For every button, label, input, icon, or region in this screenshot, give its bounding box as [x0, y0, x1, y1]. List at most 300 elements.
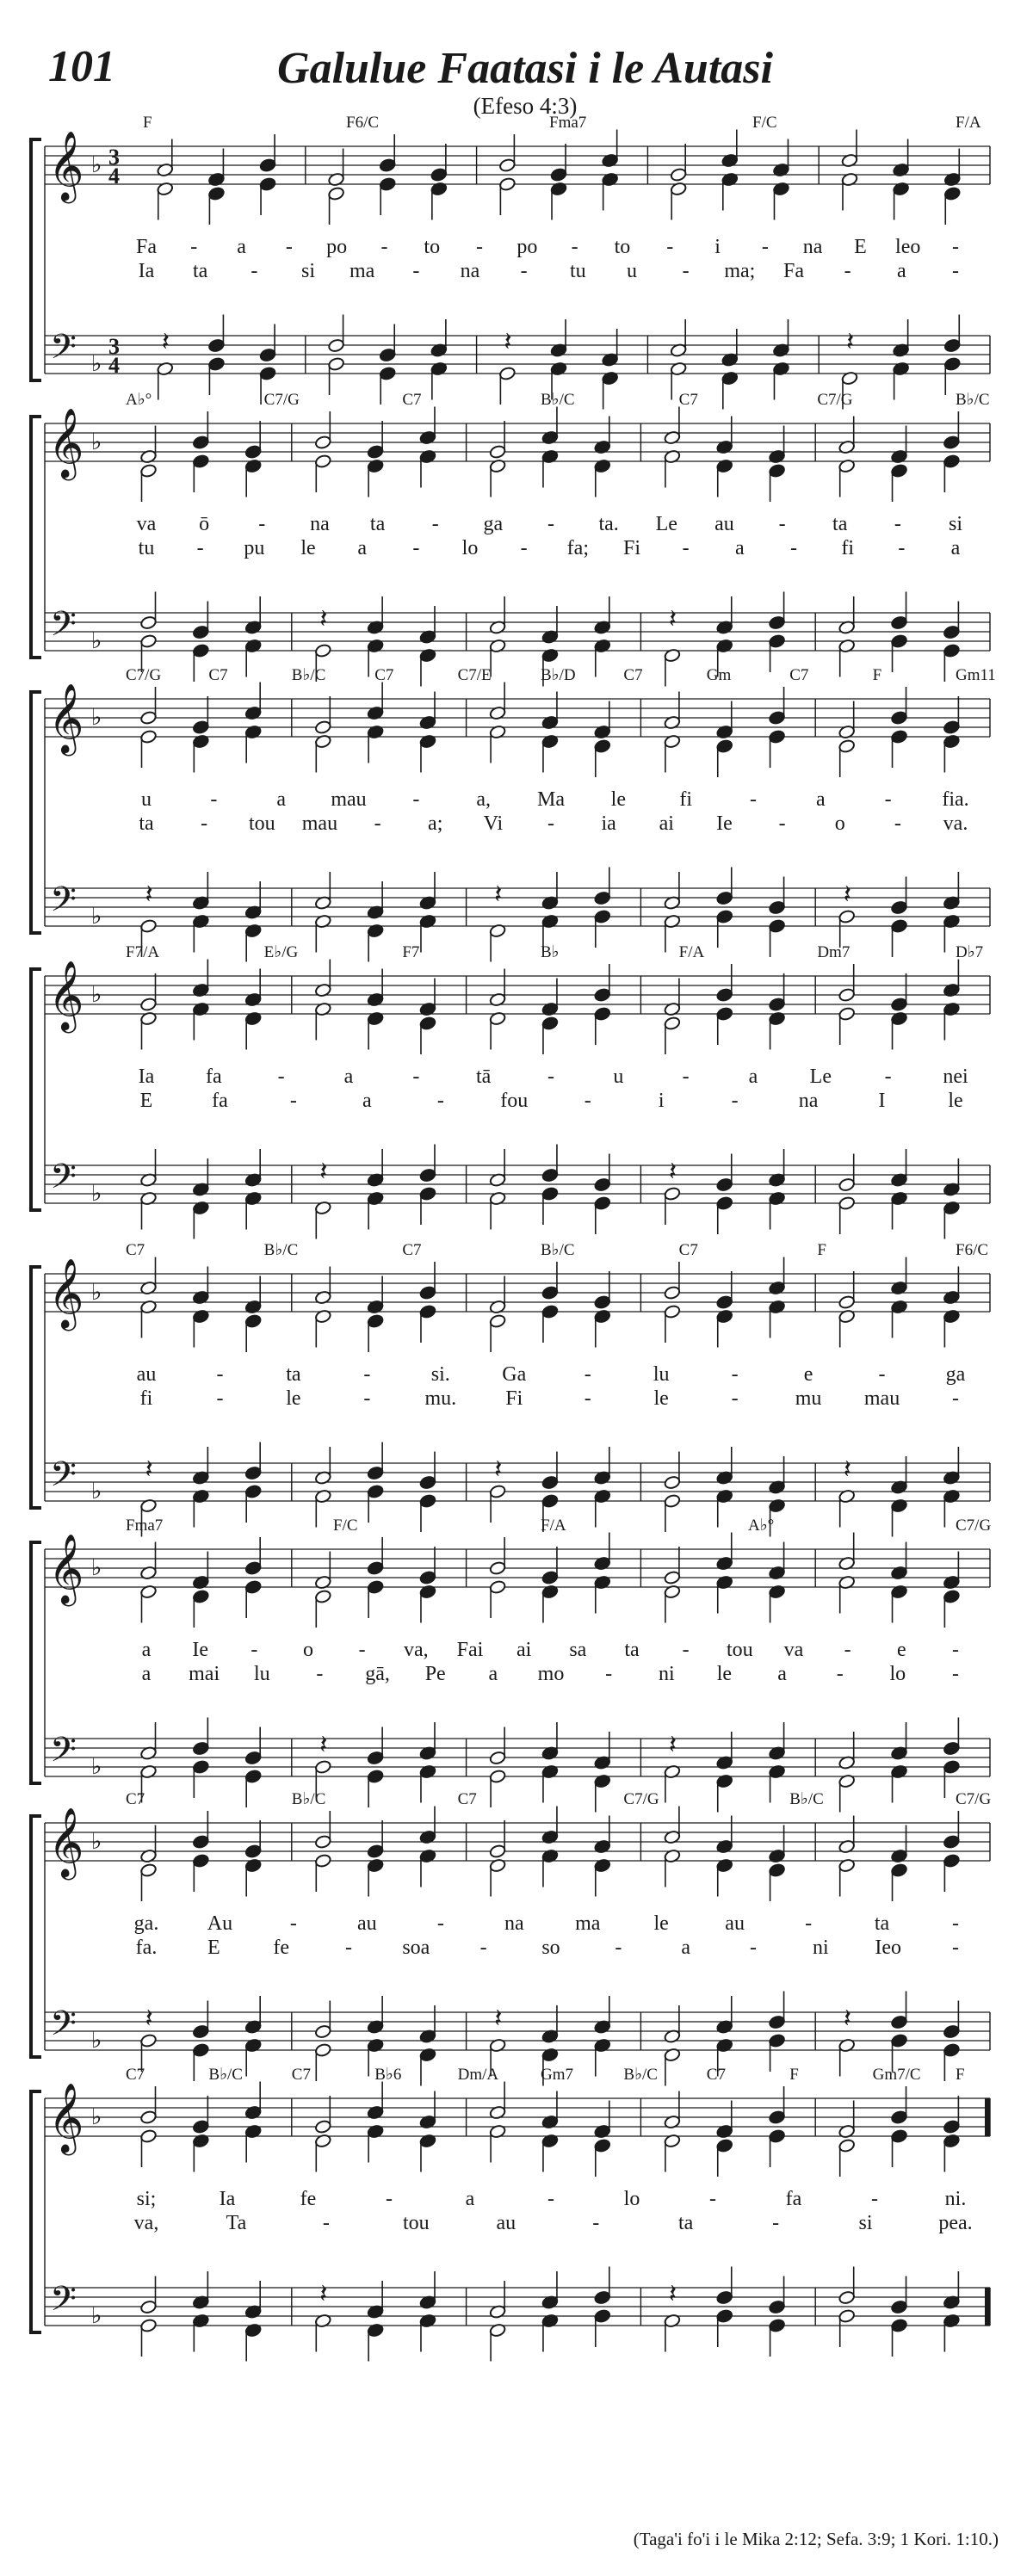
quarter-rest: 𝄽 — [504, 327, 512, 357]
note-head — [498, 366, 516, 380]
system-2 — [31, 391, 990, 687]
lyric-verse-2: - — [412, 260, 420, 282]
chord-symbol: F — [872, 666, 882, 684]
note-head — [192, 1853, 209, 1868]
note-head — [192, 1741, 209, 1756]
note-head — [379, 348, 396, 362]
lyric-verse-2: - — [952, 1937, 959, 1959]
chord-symbol: A♭° — [748, 1517, 775, 1535]
lyric-verse-2: lu — [253, 1663, 270, 1685]
treble-clef-icon: 𝄞 — [48, 407, 84, 478]
lyric-verse-2: pea. — [938, 2212, 973, 2234]
lyric-verse-1: a — [343, 1066, 354, 1088]
quarter-rest: 𝄽 — [145, 880, 153, 910]
lyric-verse-2: - — [201, 812, 208, 835]
note-head — [716, 1006, 733, 1021]
chord-symbol: C7/G — [956, 1790, 992, 1808]
lyric-verse-2: - — [894, 812, 901, 835]
system-bracket — [31, 139, 41, 380]
note-head — [192, 1759, 209, 1774]
note-head — [664, 1304, 681, 1319]
chord-symbol: C7 — [402, 391, 422, 409]
chord-symbol: F — [143, 114, 152, 132]
lyric-verse-2: ta — [193, 260, 208, 282]
note-head — [891, 615, 908, 630]
lyric-verse-2: Fi — [505, 1387, 523, 1410]
lyric-verse-1: u — [613, 1066, 624, 1088]
note-head — [769, 997, 786, 1011]
system-6 — [31, 1517, 991, 1813]
lyric-verse-2: - — [436, 1090, 444, 1112]
lyric-verse-2: - — [731, 1387, 739, 1410]
lyric-verse-1: - — [476, 236, 484, 258]
lyric-verse-1: va — [783, 1639, 804, 1661]
lyric-verse-1: a — [816, 788, 826, 811]
chord-symbol: F7/A — [126, 943, 160, 961]
note-head — [838, 909, 856, 924]
time-signature-denominator: 4 — [108, 164, 120, 188]
lyric-verse-2: - — [772, 2212, 780, 2234]
quarter-rest: 𝄽 — [319, 1157, 328, 1187]
lyric-verse-1: Au — [207, 1912, 233, 1935]
lyric-verse-1: fe — [300, 2188, 317, 2210]
treble-clef-icon: 𝄞 — [48, 960, 84, 1030]
lyric-verse-2: si — [300, 260, 316, 282]
lyric-verse-1: va, — [404, 1639, 429, 1661]
lyric-verse-2: a; — [428, 812, 443, 835]
note-head — [314, 1589, 331, 1603]
system-3 — [31, 666, 996, 962]
note-head — [664, 1016, 681, 1030]
treble-clef-icon: 𝄞 — [48, 683, 84, 753]
lyric-verse-1: ta — [874, 1912, 890, 1935]
lyric-verse-2: tou — [248, 812, 275, 835]
lyric-verse-2: - — [547, 812, 554, 835]
lyric-verse-2: Pe — [424, 1663, 446, 1685]
lyric-verse-1: - — [380, 236, 388, 258]
chord-symbol: F/C — [752, 114, 777, 132]
note-head — [419, 1570, 436, 1585]
note-head — [716, 891, 733, 905]
lyric-verse-2: - — [952, 1387, 959, 1410]
lyric-verse-1: - — [750, 788, 757, 811]
chord-symbol: F — [956, 2066, 965, 2084]
note-head — [419, 1168, 436, 1183]
lyric-verse-1: - — [412, 1066, 420, 1088]
lyric-verse-2: - — [682, 537, 690, 559]
note-head — [943, 1589, 960, 1603]
lyric-verse-1: au — [725, 1912, 745, 1935]
lyric-verse-1: ga — [945, 1363, 966, 1386]
lyric-verse-2: - — [216, 1387, 224, 1410]
lyric-verse-2: - — [251, 260, 258, 282]
note-head — [139, 729, 157, 744]
lyric-verse-2: fou — [500, 1090, 529, 1112]
chord-symbol: C7 — [678, 1241, 698, 1259]
note-head — [139, 918, 157, 933]
note-head — [244, 444, 262, 459]
bass-clef-icon: 𝄢 — [50, 1157, 77, 1205]
chord-symbol: C7/G — [817, 391, 853, 409]
note-head — [498, 158, 516, 172]
lyric-verse-2: - — [584, 1387, 591, 1410]
quarter-rest: 𝄽 — [161, 327, 170, 357]
note-head — [419, 1475, 436, 1490]
note-head — [769, 463, 786, 478]
note-head — [419, 1304, 436, 1319]
note-head — [943, 454, 960, 468]
treble-clef-icon: 𝄞 — [48, 1257, 84, 1328]
chord-symbol: B♭ — [541, 943, 560, 961]
note-head — [139, 2128, 157, 2143]
note-head — [244, 1769, 262, 1783]
note-head — [192, 454, 209, 468]
note-head — [943, 643, 960, 658]
note-head — [541, 1285, 559, 1300]
lyric-verse-2: Ieo — [875, 1937, 901, 1959]
note-head — [891, 710, 908, 725]
note-head — [891, 918, 908, 933]
lyric-verse-2: mau — [301, 812, 338, 835]
note-head — [594, 987, 611, 1002]
note-head — [139, 2300, 157, 2314]
lyric-verse-2: le — [300, 537, 316, 559]
note-head — [943, 338, 961, 353]
note-head — [192, 2024, 209, 2039]
system-7 — [31, 1790, 991, 2086]
lyric-verse-1: - — [258, 513, 266, 535]
chord-symbol: Dm7 — [817, 943, 851, 961]
lyric-verse-1: - — [386, 2188, 393, 2210]
lyric-verse-2: - — [479, 1937, 487, 1959]
lyric-verse-1: le — [610, 788, 626, 811]
note-head — [489, 1844, 506, 1858]
footer-references: (Taga'i fo'i i le Mika 2:12; Sefa. 3:9; 1 Kori. 1:10.) — [633, 2529, 999, 2549]
lyric-verse-2: - — [615, 1937, 622, 1959]
lyric-verse-2: a — [357, 537, 367, 559]
lyric-verse-2: a — [141, 1663, 152, 1685]
key-signature-flat-icon: ♭ — [91, 904, 102, 930]
lyric-verse-1: - — [761, 236, 769, 258]
note-head — [664, 1186, 681, 1201]
lyric-verse-1: po — [516, 236, 538, 258]
chord-symbol: C7 — [374, 666, 394, 684]
lyric-verse-2: ta — [139, 812, 154, 835]
note-head — [541, 1168, 559, 1183]
key-signature-flat-icon: ♭ — [91, 1754, 102, 1780]
lyric-verse-2: - — [374, 812, 381, 835]
note-head — [314, 1853, 331, 1868]
chord-symbol: C7/E — [457, 666, 492, 684]
note-head — [207, 356, 225, 371]
note-head — [139, 2318, 157, 2332]
lyric-verse-2: ia — [601, 812, 616, 835]
note-head — [314, 2024, 331, 2039]
lyric-verse-2: mai — [189, 1663, 220, 1685]
note-head — [716, 2138, 733, 2153]
system-bracket — [31, 1267, 41, 1508]
note-head — [541, 1570, 559, 1585]
lyric-verse-1: - — [682, 1639, 690, 1661]
lyric-verse-1: - — [289, 1912, 297, 1935]
note-head — [328, 186, 345, 201]
quarter-rest: 𝄽 — [319, 604, 328, 634]
note-head — [244, 1751, 262, 1765]
chord-symbol: C7 — [706, 2066, 726, 2084]
note-head — [328, 338, 345, 353]
note-head — [367, 444, 384, 459]
lyric-verse-1: ta — [624, 1639, 640, 1661]
note-head — [891, 900, 908, 915]
chord-symbol: B♭/C — [541, 391, 575, 409]
note-head — [314, 454, 331, 468]
note-head — [769, 729, 786, 744]
chord-symbol: A♭° — [126, 391, 152, 409]
note-head — [379, 176, 396, 191]
note-head — [943, 2024, 960, 2039]
note-head — [314, 2042, 331, 2057]
lyric-verse-1: to — [424, 236, 441, 258]
quarter-rest: 𝄽 — [843, 1455, 851, 1485]
note-head — [192, 1834, 209, 1849]
lyric-verse-1: - — [731, 1363, 739, 1386]
note-head — [139, 615, 157, 630]
chord-symbol: C7 — [126, 1241, 145, 1259]
note-head — [367, 1466, 384, 1480]
chord-symbol: Fma7 — [549, 114, 587, 132]
system-bracket — [31, 1542, 41, 1783]
note-head — [943, 2119, 960, 2134]
lyric-verse-2: mau — [863, 1387, 900, 1410]
lyric-verse-1: - — [952, 1639, 959, 1661]
note-head — [594, 2308, 611, 2323]
scripture-reference: (Efeso 4:3) — [473, 93, 578, 119]
note-head — [489, 1769, 506, 1783]
chord-symbol: C7/G — [126, 666, 162, 684]
note-head — [314, 720, 331, 734]
lyric-verse-2: Fi — [622, 537, 641, 559]
time-signature-numerator: 3 — [108, 334, 120, 359]
lyric-verse-1: - — [251, 1639, 258, 1661]
system-bracket — [31, 692, 41, 933]
lyric-verse-1: au — [714, 513, 734, 535]
note-head — [419, 1016, 436, 1030]
note-head — [769, 2033, 786, 2048]
bass-clef-icon: 𝄢 — [50, 880, 77, 928]
lyric-verse-2: pu — [244, 537, 265, 559]
note-head — [943, 1834, 960, 1849]
chord-symbol: E♭/G — [263, 943, 299, 961]
lyric-verse-1: leo — [895, 236, 921, 258]
key-signature-flat-icon: ♭ — [91, 705, 102, 731]
chord-symbol: F — [817, 1241, 826, 1259]
lyric-verse-2: mo — [537, 1663, 565, 1685]
lyric-verse-1: Ia — [219, 2188, 236, 2210]
chord-symbol: F/A — [678, 943, 705, 961]
lyric-verse-2: i — [658, 1090, 665, 1112]
lyric-verse-2: ni — [812, 1937, 829, 1959]
lyric-verse-2: - — [322, 2212, 330, 2234]
lyric-verse-2: E — [139, 1090, 153, 1112]
lyric-verse-2: le — [286, 1387, 301, 1410]
chord-symbol: F7 — [402, 943, 420, 961]
lyric-verse-1: fa — [206, 1066, 222, 1088]
lyric-verse-1: a — [748, 1066, 758, 1088]
note-head — [367, 1751, 384, 1765]
chord-symbol: B♭/C — [263, 1241, 299, 1259]
key-signature-flat-icon: ♭ — [91, 2028, 102, 2054]
note-head — [769, 633, 786, 648]
note-head — [838, 1195, 856, 1210]
chord-symbol: Gm — [706, 666, 732, 684]
note-head — [891, 2015, 908, 2029]
note-head — [192, 2042, 209, 2057]
lyric-verse-2: ma; — [724, 260, 756, 282]
lyric-verse-1: lu — [653, 1363, 670, 1386]
key-signature-flat-icon: ♭ — [91, 1280, 102, 1306]
lyric-verse-2: - — [345, 1937, 352, 1959]
lyric-verse-1: a — [465, 2188, 475, 2210]
note-head — [139, 997, 157, 1011]
lyric-verse-2: ai — [659, 812, 674, 835]
chord-symbol: Gm11 — [956, 666, 996, 684]
note-head — [594, 738, 611, 753]
lyric-verse-2: fa. — [135, 1937, 158, 1959]
treble-clef-icon: 𝄞 — [48, 1533, 84, 1603]
system-1 — [31, 114, 990, 410]
chord-symbol: F/C — [333, 1517, 358, 1535]
note-head — [314, 1759, 331, 1774]
lyric-verse-1: fa — [785, 2188, 802, 2210]
note-head — [244, 1560, 262, 1575]
note-head — [594, 1177, 611, 1192]
lyric-verse-2: a — [362, 1090, 372, 1112]
lyric-verse-2: Fa — [783, 260, 804, 282]
note-head — [139, 633, 157, 648]
bass-clef-icon: 𝄢 — [50, 604, 77, 652]
note-head — [367, 1484, 384, 1498]
lyric-verse-1: u — [141, 788, 152, 811]
lyric-verse-2: - — [316, 1663, 324, 1685]
chord-symbol: B♭6 — [374, 2066, 402, 2084]
chord-symbol: C7 — [126, 1790, 145, 1808]
note-head — [891, 729, 908, 744]
note-head — [367, 1579, 384, 1594]
quarter-rest: 𝄽 — [494, 1455, 503, 1485]
lyric-verse-2: a — [735, 537, 745, 559]
chord-symbol: B♭/C — [789, 1790, 824, 1808]
lyric-verse-2: - — [412, 537, 420, 559]
note-head — [314, 643, 331, 658]
lyric-verse-2: au — [496, 2212, 516, 2234]
note-head — [716, 2290, 733, 2305]
lyric-verse-1: ga. — [133, 1912, 159, 1935]
lyric-verse-1: si; — [136, 2188, 157, 2210]
note-head — [716, 1195, 733, 1210]
note-head — [769, 2110, 786, 2124]
note-head — [769, 900, 786, 915]
lyric-verse-2: fa — [212, 1090, 228, 1112]
lyric-verse-1: - — [871, 2188, 878, 2210]
lyric-verse-2: a — [897, 260, 906, 282]
bass-clef-icon: 𝄢 — [50, 1730, 77, 1778]
lyric-verse-2: - — [750, 1937, 757, 1959]
note-head — [314, 2119, 331, 2134]
note-head — [769, 918, 786, 933]
bass-clef-icon: 𝄢 — [50, 2279, 77, 2327]
note-head — [769, 615, 786, 630]
note-head — [244, 1466, 262, 1480]
lyric-verse-2: - — [790, 537, 797, 559]
lyric-verse-1: au — [357, 1912, 377, 1935]
note-head — [430, 167, 448, 182]
lyric-verse-2: u — [627, 260, 637, 282]
note-head — [207, 186, 225, 201]
lyric-verse-1: - — [547, 1066, 554, 1088]
note-head — [943, 1759, 960, 1774]
lyric-verse-2: fe — [273, 1937, 289, 1959]
lyric-verse-1: - — [709, 2188, 716, 2210]
lyric-verse-1: - — [844, 1639, 851, 1661]
note-head — [541, 1304, 559, 1319]
lyric-verse-2: Ta — [226, 2212, 247, 2234]
lyric-verse-2: tu — [569, 260, 586, 282]
note-head — [838, 987, 856, 1002]
note-head — [891, 2110, 908, 2124]
note-head — [207, 338, 225, 353]
lyric-verse-1: - — [894, 513, 901, 535]
lyric-verse-2: - — [952, 1663, 959, 1685]
lyric-verse-2: si — [858, 2212, 873, 2234]
lyric-verse-2: - — [584, 1090, 591, 1112]
note-head — [314, 1834, 331, 1849]
note-head — [594, 1294, 611, 1309]
lyric-verse-1: - — [210, 788, 218, 811]
lyric-verse-2: ni — [658, 1663, 675, 1685]
note-head — [943, 186, 961, 201]
system-4 — [31, 943, 990, 1239]
lyric-verse-1: sa — [569, 1639, 587, 1661]
lyric-verse-1: nei — [943, 1066, 968, 1088]
quarter-rest: 𝄽 — [494, 880, 503, 910]
note-head — [716, 1294, 733, 1309]
note-head — [664, 1475, 681, 1490]
lyric-verse-1: - — [190, 236, 198, 258]
lyric-verse-1: po — [326, 236, 348, 258]
note-head — [314, 435, 331, 449]
note-head — [379, 158, 396, 172]
lyric-verse-1: ma — [575, 1912, 601, 1935]
note-head — [594, 2138, 611, 2153]
lyric-verse-1: - — [216, 1363, 224, 1386]
lyric-verse-2: - — [836, 1663, 844, 1685]
note-head — [244, 1313, 262, 1328]
system-8 — [31, 2066, 990, 2362]
note-head — [769, 2015, 786, 2029]
time-signature-denominator: 4 — [108, 353, 120, 378]
chord-symbol: Gm7/C — [872, 2066, 921, 2084]
lyric-verse-2: - — [952, 260, 959, 282]
lyric-verse-1: na — [504, 1912, 524, 1935]
note-head — [769, 2300, 786, 2314]
lyric-verse-1: - — [358, 1639, 366, 1661]
lyric-verse-1: va — [136, 513, 157, 535]
note-head — [891, 2128, 908, 2143]
note-head — [379, 366, 396, 380]
system-5 — [31, 1241, 990, 1537]
lyric-verse-1: Fai — [456, 1639, 484, 1661]
system-bracket — [31, 1816, 41, 2057]
